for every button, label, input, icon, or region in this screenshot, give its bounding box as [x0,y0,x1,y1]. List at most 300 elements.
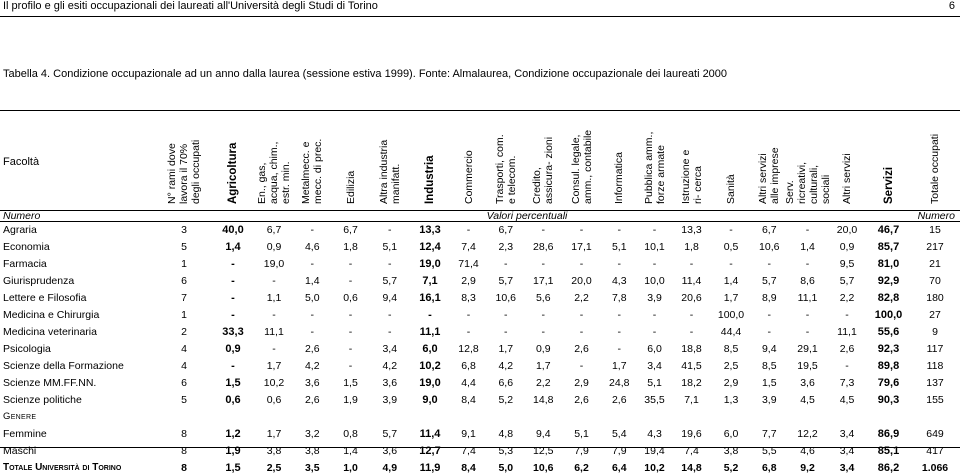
table-cell: - [466,308,471,321]
table-cell: 5,0 [304,291,320,304]
table-cell: 85,1 [877,444,900,457]
table-cell: 19,4 [644,444,665,457]
table-cell: 9,1 [461,427,476,440]
table-cell: 29,1 [797,342,818,355]
table-cell: 13,3 [681,223,702,236]
column-header-label: Trasporti, com. e telecom. [493,134,518,204]
table-cell: - [579,359,584,372]
table-cell: 8,5 [723,342,739,355]
table-cell: 1,8 [684,240,699,253]
table-cell: 6,7 [343,223,358,236]
row-label: Farmacia [3,257,47,270]
table-cell: 10,6 [495,291,516,304]
table-cell: 1,7 [266,427,282,440]
table-cell [370,408,411,425]
table-cell: 5,1 [574,427,589,440]
table-cell: 4 [181,359,187,372]
table-cell: 1,5 [225,376,241,389]
table-row [0,374,960,391]
table-cell: - [310,325,314,338]
table-cell: 649 [926,427,944,440]
table-cell: 4 [181,342,187,355]
table-cell: - [579,308,584,321]
table-cell: 9,4 [535,427,551,440]
table-cell: 19,6 [681,427,702,440]
table-cell: 5,7 [761,274,777,287]
table-cell: - [428,308,432,321]
table-cell: 5,7 [382,427,398,440]
table-cell: 14,8 [681,461,702,474]
table-cell: 86,2 [877,461,900,474]
table-cell: 5,0 [498,461,514,474]
table-cell: 1,9 [343,393,358,406]
table-cell: 137 [926,376,944,389]
table-cell: 3 [181,223,187,236]
table-cell: 1,7 [611,359,627,372]
table-cell: 5,7 [839,274,855,287]
table-cell: - [767,325,771,338]
table-cell: - [272,342,276,355]
table-row [0,221,960,238]
table-cell [450,408,487,425]
column-header [562,112,601,210]
table-cell: 19,0 [419,376,441,389]
table-cell: 9,0 [422,393,438,406]
table-cell: 1,4 [800,240,815,253]
table-cell: 0,5 [723,240,739,253]
table-cell [867,408,910,425]
table-cell: - [805,325,810,338]
column-header-label: Altra industria manifatt. [377,139,402,204]
table-cell: - [504,257,508,270]
table-cell: 3,4 [839,444,855,457]
table-cell: 40,0 [222,223,244,236]
table-cell: 20,0 [571,274,592,287]
table-row [0,306,960,323]
column-header [751,112,789,210]
table-cell: 3,8 [266,444,282,457]
table-cell: 7,4 [684,444,699,457]
table-cell: 4,5 [800,393,815,406]
column-header [157,112,211,210]
column-header-label: Industria [424,155,436,204]
table-cell: 8 [181,427,187,440]
table-cell: 1,4 [723,274,739,287]
table-cell: 4,3 [647,427,662,440]
column-header-label: Commercio [462,150,475,204]
section-row [0,408,960,425]
table-cell: - [617,325,621,338]
table-cell: 2 [181,325,187,338]
table-cell: 1 [181,257,187,270]
table-cell [525,408,563,425]
table-top-rule [0,110,960,111]
page-number: 6 [948,0,955,12]
table-cell: 5 [181,240,187,253]
table-cell: 15 [929,223,941,236]
column-header [410,112,450,210]
table-cell: 8,6 [800,274,815,287]
table-cell: 9,2 [800,461,815,474]
table-cell: 20,6 [681,291,702,304]
table-cell: 3,8 [304,444,320,457]
table-cell: 5,7 [382,274,398,287]
facolta-header [3,156,39,168]
table-cell: 5,6 [535,291,551,304]
table-cell: 1,4 [304,274,320,287]
table-cell: - [348,359,353,372]
table-cell: 117 [926,342,944,355]
column-header [370,112,411,210]
table-cell: 92,3 [877,342,900,355]
table-cell: 12,4 [419,240,441,253]
table-cell: 0,9 [225,342,241,355]
table-cell: 1,3 [723,393,739,406]
table-cell: 10,6 [759,240,780,253]
table-cell: - [652,257,657,270]
table-cell: 27 [929,308,941,321]
data-table [0,221,960,476]
table-cell: 12,8 [458,342,479,355]
table-cell: - [541,308,545,321]
table-cell: 7,1 [684,393,699,406]
table-cell: 9,5 [839,257,855,270]
row-label: Maschi [3,444,37,457]
row-label: Medicina e Chirurgia [3,308,100,321]
table-cell: 4,8 [498,427,514,440]
table-cell: 1,7 [498,342,514,355]
table-cell: - [541,257,545,270]
table-cell: 1,4 [343,444,358,457]
table-cell: - [231,308,235,321]
table-cell [410,408,450,425]
table-cell: - [466,223,471,236]
table-cell: 10,2 [644,461,665,474]
table-cell: 9,4 [761,342,777,355]
table-cell: - [805,308,810,321]
table-cell: 11,4 [681,274,702,287]
table-cell: 0,6 [343,291,358,304]
table-cell: 217 [926,240,944,253]
table-cell: 2,9 [723,376,739,389]
table-cell: 4,5 [839,393,855,406]
table-cell: 6,8 [761,461,777,474]
table-cell: 89,8 [877,359,900,372]
table-cell [672,408,712,425]
table-cell: 2,6 [839,342,855,355]
units-left-label: Numero [3,210,41,222]
table-cell: 2,5 [723,359,739,372]
table-cell: 8 [181,444,187,457]
table-cell: 9,4 [382,291,398,304]
column-header [638,112,672,210]
table-cell: 2,6 [611,393,627,406]
column-header-label: Sanità [725,174,737,204]
table-cell: 2,5 [266,461,282,474]
table-row [0,255,960,272]
table-cell: - [767,308,771,321]
table-cell: - [388,325,392,338]
table-cell [211,408,255,425]
table-cell: - [617,342,621,355]
table-cell [827,408,867,425]
table-cell: 6,7 [266,223,282,236]
column-header [601,112,638,210]
table-cell: 5,2 [498,393,514,406]
table-cell: 155 [926,393,944,406]
row-label: Genere [3,411,37,422]
table-cell: - [231,257,235,270]
table-cell: 2,3 [498,240,514,253]
table-cell: 35,5 [644,393,665,406]
table-cell: 1,5 [343,376,358,389]
table-cell: 85,7 [877,240,900,253]
table-cell: 3,6 [382,376,398,389]
units-middle-label: Valori percentuali [486,210,568,222]
table-cell: 0,6 [266,393,282,406]
table-cell: 41,5 [681,359,702,372]
table-cell: 7 [181,291,187,304]
column-header-label: Serv. ricreativi, culturali, sociali [783,161,832,204]
table-cell: 1,8 [343,240,358,253]
table-cell: 4,2 [304,359,320,372]
table-cell: 4,9 [382,461,398,474]
table-cell: 3,2 [304,427,320,440]
table-cell: 2,2 [535,376,551,389]
table-cell: 2,6 [304,342,320,355]
column-header [255,112,293,210]
total-row [0,459,960,476]
table-cell: - [348,274,353,287]
table-cell: 10,6 [533,461,554,474]
table-cell: 14,8 [533,393,554,406]
table-cell: - [652,223,657,236]
table-cell: 7,4 [461,240,476,253]
table-cell: 1,7 [266,359,282,372]
table-row [0,323,960,340]
table-cell [788,408,827,425]
table-cell: - [231,274,235,287]
facolta-label: Facoltà [3,156,40,168]
table-cell: - [388,308,392,321]
table-cell: 24,8 [609,376,630,389]
table-cell: - [466,325,471,338]
table-cell: 19,5 [797,359,818,372]
table-cell: - [272,274,276,287]
table-cell [487,408,525,425]
table-cell: 2,6 [304,393,320,406]
column-header [910,112,960,210]
column-header [332,112,370,210]
column-header-label: En., gas, acqua, chim., estr. min. [256,141,292,204]
table-cell: - [348,342,353,355]
table-cell [293,408,332,425]
table-cell: 79,6 [877,376,900,389]
table-cell: 1.066 [921,461,949,474]
table-cell: 1,5 [761,376,777,389]
table-cell: 10,1 [644,240,665,253]
table-cell: 9 [932,325,938,338]
table-cell: 1,1 [266,291,282,304]
units-right-label: Numero [917,210,955,222]
table-cell: 33,3 [222,325,244,338]
column-header-label: Consul. legale, amm., contabile [569,129,594,204]
table-cell: 0,6 [225,393,241,406]
column-header [450,112,487,210]
table-cell: - [729,257,733,270]
table-cell: 0,8 [343,427,358,440]
table-cell: 28,6 [533,240,554,253]
table-cell: 6,8 [461,359,476,372]
column-header [293,112,332,210]
table-cell: 1,9 [225,444,241,457]
table-cell: 2,9 [574,376,589,389]
table-cell: 17,1 [571,240,592,253]
table-cell: 2,9 [461,274,476,287]
table-cell: - [348,308,353,321]
table-cell: 1 [181,308,187,321]
table-cell: - [652,308,657,321]
table-cell: - [845,308,849,321]
table-cell: 8,3 [461,291,476,304]
table-cell: 7,7 [761,427,777,440]
table-cell: - [652,325,657,338]
table-cell: 12,7 [419,444,441,457]
table-cell: 82,8 [877,291,900,304]
table-row [0,238,960,255]
table-cell: 4,3 [611,274,627,287]
column-header-label: Altri servizi alle imprese [757,147,782,204]
table-cell: 6,0 [647,342,662,355]
table-cell: - [272,308,276,321]
table-cell [157,408,211,425]
row-label: Totale Università di Torino [3,462,122,473]
table-cell: - [541,223,545,236]
table-cell: 17,1 [533,274,554,287]
table-cell: - [504,308,508,321]
table-cell: 417 [926,444,944,457]
table-cell: 5,1 [611,240,627,253]
table-cell: 2,6 [574,342,589,355]
table-cell [332,408,370,425]
table-cell: - [388,257,392,270]
table-row [0,425,960,442]
column-header [867,112,910,210]
column-header [487,112,525,210]
table-cell: 0,9 [839,240,855,253]
table-cell: - [310,308,314,321]
table-cell: 11,1 [797,291,818,304]
table-cell: - [231,359,235,372]
column-header-label: Totale occupati [929,133,941,204]
table-cell: 11,1 [837,325,857,338]
table-cell: 7,8 [611,291,627,304]
table-cell: 19,0 [263,257,285,270]
table-cell: 3,8 [723,444,739,457]
table-cell: 5,5 [761,444,777,457]
column-header-label: Servizi [882,166,895,204]
table-cell: 8,4 [461,393,476,406]
row-label: Giurisprudenza [3,274,75,287]
column-header-label: Credito, assicura- zioni [531,136,556,204]
row-label: Scienze politiche [3,393,82,406]
table-cell: 1,7 [535,359,551,372]
row-label: Psicologia [3,342,51,355]
table-cell: - [579,325,584,338]
table-cell: 19,0 [419,257,441,270]
table-cell: - [689,308,694,321]
row-label: Economia [3,240,50,253]
column-header-label: Altri servizi [841,153,853,204]
table-cell: 3,4 [382,342,398,355]
table-cell: 1,2 [225,427,241,440]
table-cell: 6,4 [611,461,627,474]
column-header-label: Pubblica amm., forze armate [642,131,667,204]
column-header-label: Metalmecc. e mecc. di prec. [300,138,325,204]
table-cell: 8,4 [461,461,476,474]
table-cell: 6 [181,274,187,287]
table-cell: 20,0 [836,223,858,236]
table-cell: - [617,308,621,321]
table-cell: 6,2 [574,461,589,474]
table-cell: 3,4 [839,427,855,440]
table-cell: - [504,325,508,338]
document-title: Il profilo e gli esiti occupazionali dei laureati all'Università degli Studi di Torino [3,0,378,12]
table-cell: 3,9 [382,393,398,406]
table-cell: 2,2 [839,291,855,304]
table-cell: - [689,257,694,270]
table-cell: - [579,257,584,270]
table-cell: 6,6 [498,376,514,389]
table-cell: 86,9 [877,427,900,440]
table-cell: 10,2 [419,359,441,372]
table-cell: 70 [929,274,941,287]
table-cell: 3,5 [304,461,320,474]
page-header [0,0,960,17]
table-cell: 18,2 [681,376,702,389]
table-cell: - [541,325,545,338]
table-cell: - [617,257,621,270]
table-caption: Tabella 4. Condizione occupazionale ad un anno dalla laurea (sessione estiva 1999). Fonte: Almalaurea, Condizione occupazionale dei laureati 2000 [3,68,728,80]
column-header [827,112,867,210]
table-cell: 90,3 [877,393,900,406]
table-cell: 5,1 [647,376,662,389]
table-cell: 21 [929,257,941,270]
table-cell: 11,1 [419,325,441,338]
table-cell: 16,1 [419,291,441,304]
table-cell: 71,4 [458,257,479,270]
table-cell: 1,4 [225,240,241,253]
table-cell: 3,4 [647,359,662,372]
table-cell: 5 [181,393,187,406]
column-header-label: Istruzione e ri- cerca [679,149,704,204]
table-cell: 3,6 [800,376,815,389]
column-header-label: Edilizia [344,170,357,204]
column-header [783,112,832,210]
table-cell: 3,4 [839,461,855,474]
table-cell: 12,2 [797,427,818,440]
table-cell: 10,2 [263,376,285,389]
table-cell: 118 [926,359,944,372]
table-cell: 0,9 [266,240,282,253]
table-cell: 7,4 [461,444,476,457]
table-row [0,391,960,408]
column-header-label: Informatica [613,152,626,204]
table-cell: 3,6 [382,444,398,457]
table-bottom-rule [0,447,960,448]
table-cell: - [310,257,314,270]
table-cell: - [767,257,771,270]
